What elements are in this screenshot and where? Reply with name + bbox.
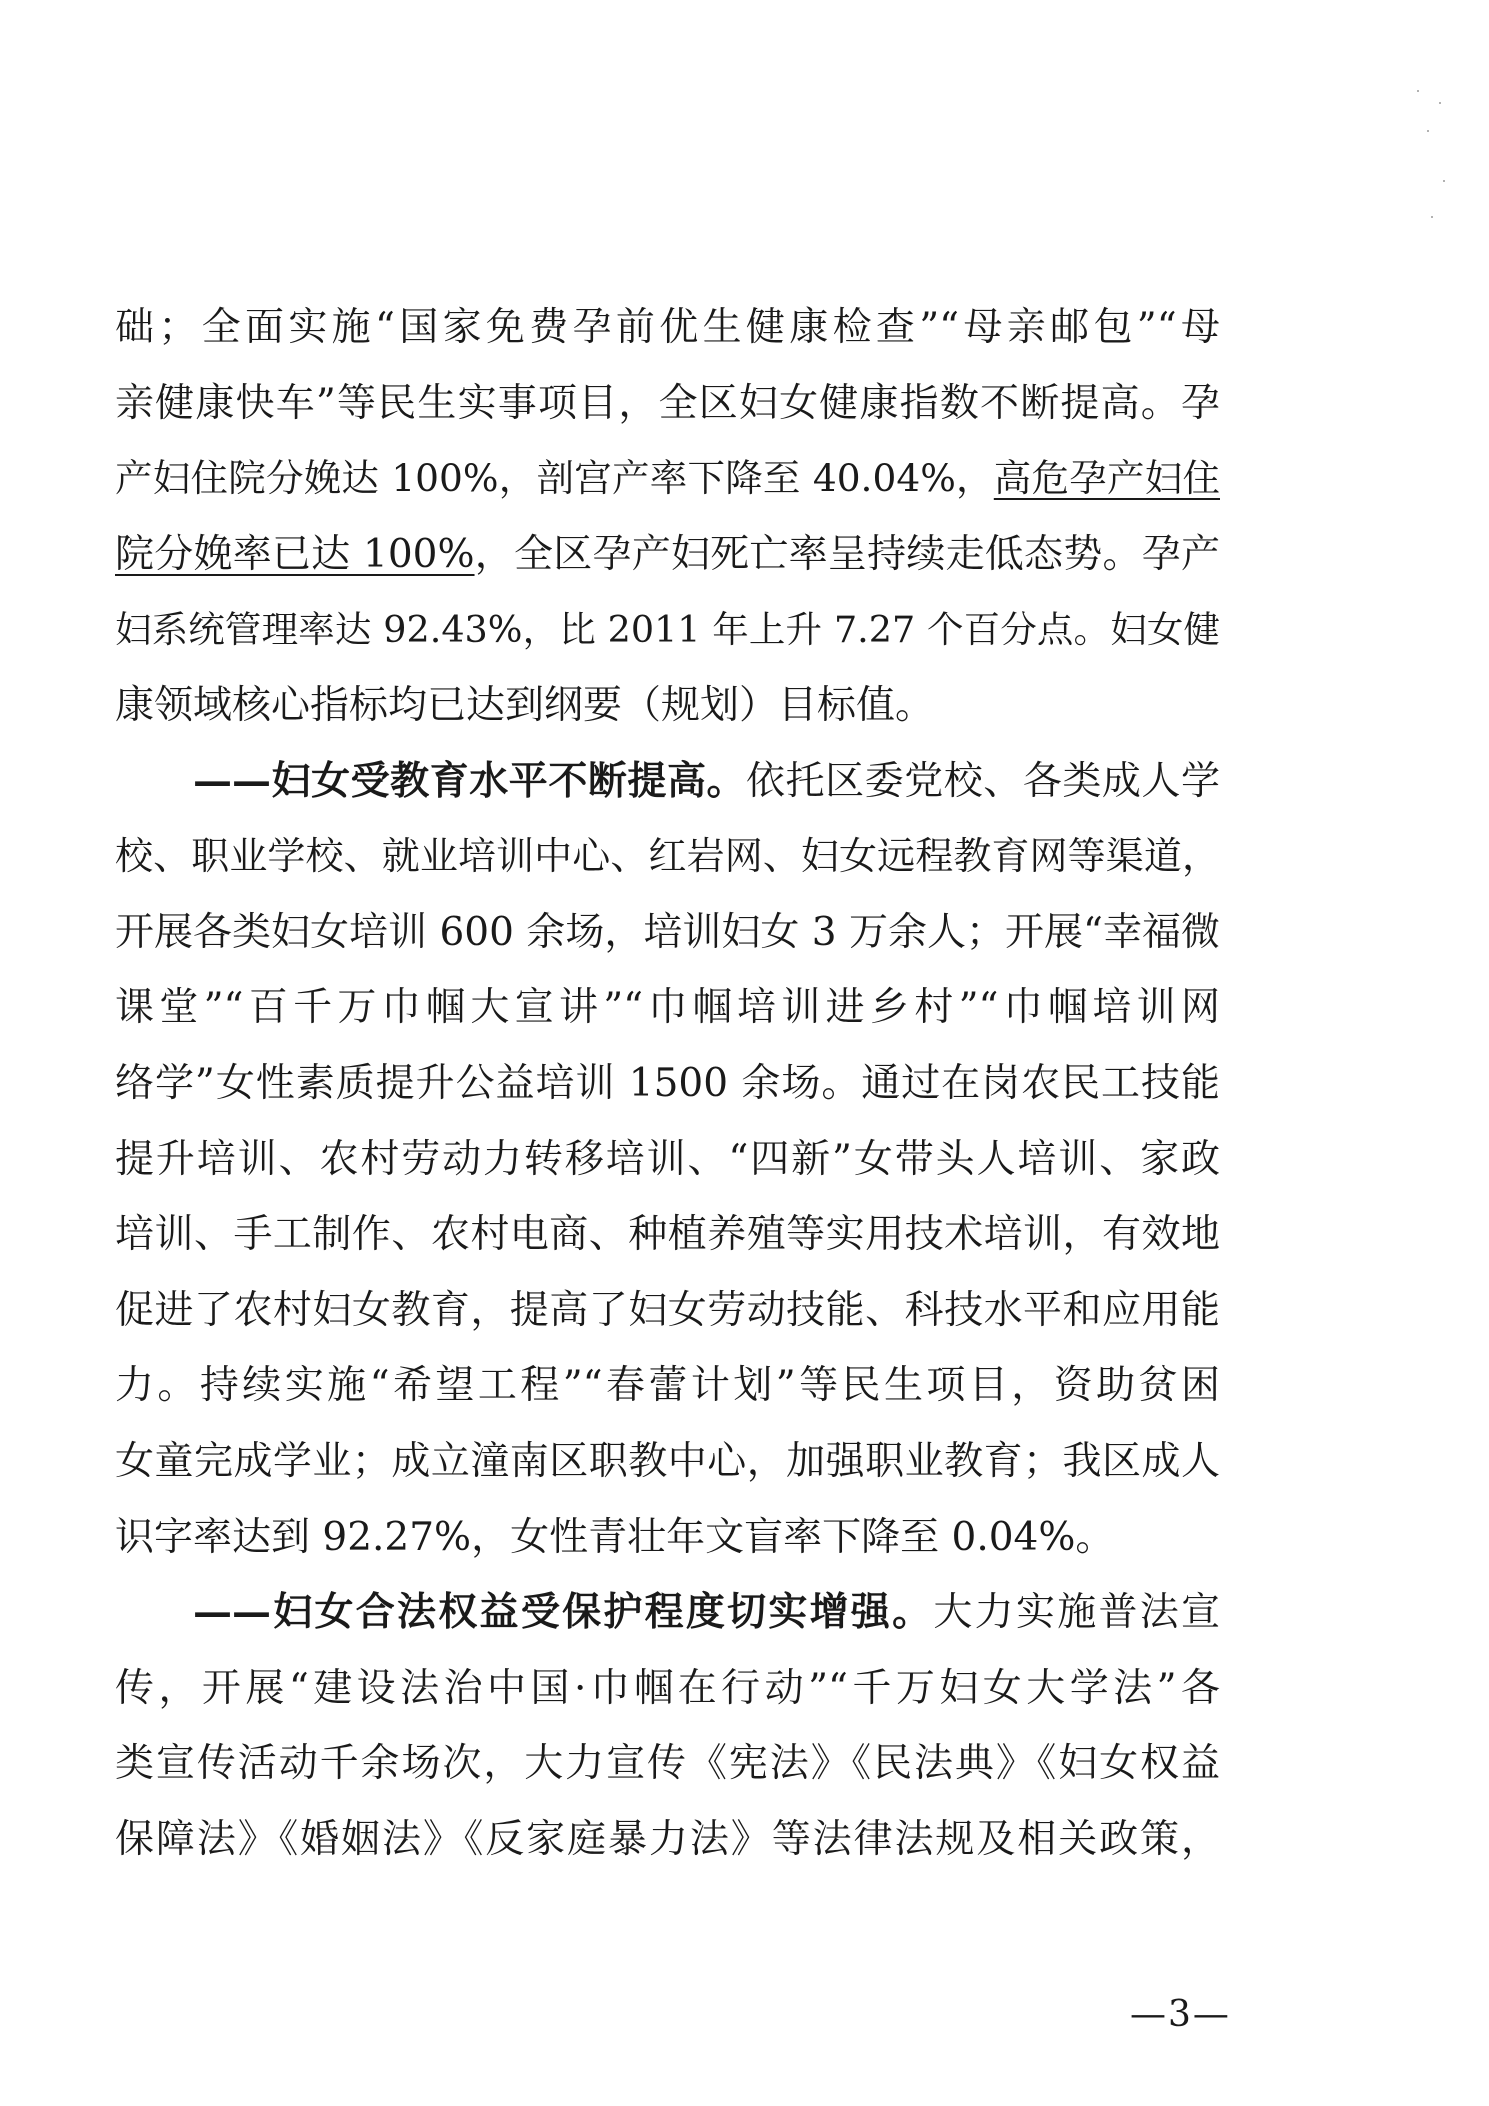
text-line: 院分娩率已达 100%，全区孕产妇死亡率呈持续走低态势。孕产 bbox=[115, 531, 1220, 577]
text-line: 提升培训、农村劳动力转移培训、“四新”女带头人培训、家政 bbox=[115, 1136, 1220, 1182]
text-line: 校、职业学校、就业培训中心、红岩网、妇女远程教育网等渠道， bbox=[115, 834, 1220, 879]
text-line: 妇系统管理率达 92.43%，比 2011 年上升 7.27 个百分点。妇女健 bbox=[115, 608, 1220, 652]
text-line: 力。持续实施“希望工程”“春蕾计划”等民生项目，资助贫困 bbox=[115, 1363, 1220, 1409]
text-line: 亲健康快车”等民生实事项目，全区妇女健康指数不断提高。孕 bbox=[115, 380, 1220, 426]
section-heading-education: ——妇女受教育水平不断提高。 bbox=[193, 757, 747, 804]
text-line: 产妇住院分娩达 100%，剖宫产率下降至 40.04%，高危孕产妇住 bbox=[115, 456, 1220, 501]
text-line: 课堂”“百千万巾帼大宣讲”“巾帼培训进乡村”“巾帼培训网 bbox=[115, 985, 1220, 1031]
section-heading-rights: ——妇女合法权益受保护程度切实增强。 bbox=[193, 1589, 934, 1636]
text-line: 络学”女性素质提升公益培训 1500 余场。通过在岗农民工技能 bbox=[115, 1060, 1220, 1106]
text-line: 康领域核心指标均已达到纲要（规划）目标值。 bbox=[115, 682, 935, 728]
section-heading-line: ——妇女受教育水平不断提高。依托区委党校、各类成人学 bbox=[193, 757, 1220, 804]
underlined-text: 院分娩率已达 100% bbox=[115, 531, 475, 577]
scan-specks bbox=[1409, 90, 1449, 230]
text-line: 培训、手工制作、农村电商、种植养殖等实用技术培训，有效地 bbox=[115, 1212, 1220, 1258]
page-number: —3— bbox=[1130, 1994, 1231, 2035]
text-line: 传，开展“建设法治中国·巾帼在行动”“千万妇女大学法”各 bbox=[115, 1665, 1220, 1711]
section-heading-line: ——妇女合法权益受保护程度切实增强。大力实施普法宣 bbox=[193, 1589, 1220, 1636]
text-line: 础；全面实施“国家免费孕前优生健康检查”“母亲邮包”“母 bbox=[115, 305, 1220, 350]
body-text bbox=[115, 290, 1220, 1877]
text-line: 促进了农村妇女教育，提高了妇女劳动技能、科技水平和应用能 bbox=[115, 1287, 1220, 1333]
text-line: 类宣传活动千余场次，大力宣传《宪法》《民法典》《妇女权益 bbox=[115, 1741, 1220, 1787]
text-line: 识字率达到 92.27%，女性青壮年文盲率下降至 0.04%。 bbox=[115, 1514, 1115, 1560]
underlined-text: 高危孕产妇住 bbox=[993, 456, 1220, 501]
text-line: 保障法》《婚姻法》《反家庭暴力法》等法律法规及相关政策， bbox=[115, 1816, 1220, 1862]
text-line: 开展各类妇女培训 600 余场，培训妇女 3 万余人；开展“幸福微 bbox=[115, 909, 1220, 955]
text-line: 女童完成学业；成立潼南区职教中心，加强职业教育；我区成人 bbox=[115, 1438, 1220, 1484]
